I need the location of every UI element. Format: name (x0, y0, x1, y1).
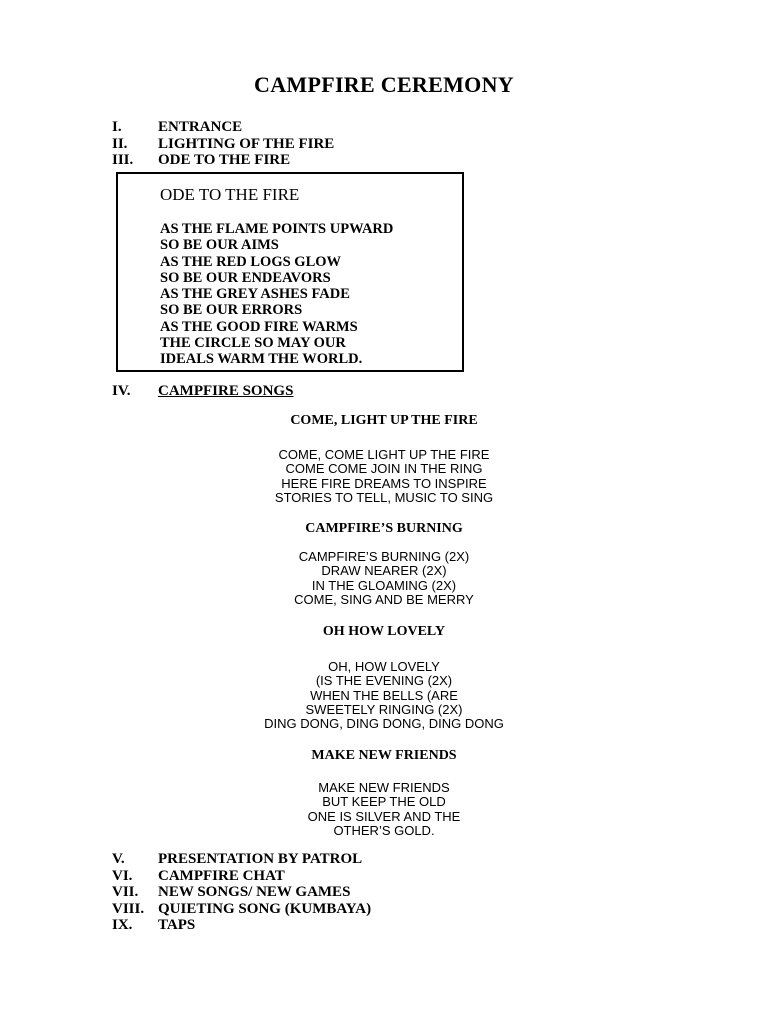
lyric-line: HERE FIRE DREAMS TO INSPIRE (281, 475, 487, 491)
outline-text: NEW SONGS/ NEW GAMES (158, 884, 351, 901)
lyric-line: IN THE GLOAMING (2X) (311, 577, 457, 593)
ode-line: SO BE OUR AIMS (160, 237, 279, 254)
outline-text: CAMPFIRE CHAT (158, 867, 285, 884)
lyric-line: MAKE NEW FRIENDS (318, 780, 450, 795)
outline-item (112, 901, 371, 918)
lyric-line: ONE IS SILVER AND THE (307, 808, 461, 824)
song-title: OH HOW LOVELY (322, 624, 446, 639)
ode-line: SO BE OUR ERRORS (160, 302, 303, 319)
lyric-line: OH, HOW LOVELY (328, 659, 440, 674)
outline-number: VI. (112, 867, 133, 884)
song-lyrics (0, 781, 768, 838)
ode-line: AS THE FLAME POINTS UPWARD (160, 221, 394, 237)
outline-number: V. (112, 851, 125, 867)
ode-lines (160, 221, 393, 368)
outline-item (112, 851, 371, 868)
outline-item (112, 136, 334, 153)
ode-line: AS THE RED LOGS GLOW (160, 253, 342, 270)
outline-item (112, 868, 371, 885)
page-title: CAMPFIRE CEREMONY (254, 72, 514, 97)
outline-number: III. (112, 152, 134, 169)
ode-line: AS THE GREY ASHES FADE (160, 286, 350, 303)
ode-line: AS THE GOOD FIRE WARMS (160, 318, 358, 335)
song-lyrics (0, 660, 768, 731)
outline-text: PRESENTATION BY PATROL (158, 851, 363, 867)
lyric-line: COME COME JOIN IN THE RING (285, 461, 483, 477)
lyric-line: SWEETELY RINGING (2X) (305, 701, 463, 717)
outline-text: ODE TO THE FIRE (158, 152, 291, 169)
outline-number: IX. (112, 917, 133, 934)
lyric-line: STORIES TO TELL, MUSIC TO SING (274, 489, 494, 505)
outline-text: CAMPFIRE SONGS (158, 383, 294, 399)
lyric-line: DING DONG, DING DONG, DING DONG (264, 716, 504, 732)
outline-number: II. (112, 135, 128, 152)
outline-item (112, 152, 334, 169)
outline-item (112, 884, 371, 901)
song-lyrics (0, 550, 768, 607)
ode-line: IDEALS WARM THE WORLD. (160, 351, 363, 368)
outline-text: LIGHTING OF THE FIRE (158, 135, 335, 152)
lyric-line: CAMPFIRE’S BURNING (2X) (298, 549, 470, 564)
ode-box (116, 172, 464, 372)
outline-text: TAPS (158, 917, 196, 934)
outline-number: VII. (112, 884, 139, 901)
outline-bottom (112, 851, 371, 934)
song-title: MAKE NEW FRIENDS (311, 748, 457, 763)
lyric-line: OTHER’S GOLD. (333, 822, 435, 838)
ode-line: SO BE OUR ENDEAVORS (160, 269, 331, 286)
outline-item (112, 917, 371, 934)
outline-text: ENTRANCE (158, 119, 243, 135)
outline-number: I. (112, 119, 122, 135)
song-title: COME, LIGHT UP THE FIRE (290, 413, 478, 428)
lyric-line: DRAW NEARER (2X) (321, 563, 447, 579)
lyric-line: COME, SING AND BE MERRY (294, 591, 474, 607)
lyric-line: COME, COME LIGHT UP THE FIRE (278, 447, 490, 462)
song-title: CAMPFIRE’S BURNING (305, 521, 463, 536)
ode-line: THE CIRCLE SO MAY OUR (160, 335, 346, 352)
lyric-line: BUT KEEP THE OLD (322, 794, 446, 810)
outline-item (112, 119, 334, 136)
outline-top (112, 119, 334, 169)
lyric-line: WHEN THE BELLS (ARE (310, 687, 458, 703)
songs-section-heading (112, 383, 293, 400)
outline-text: QUIETING SONG (KUMBAYA) (158, 900, 372, 917)
song-lyrics (0, 448, 768, 505)
outline-number: IV. (112, 383, 131, 399)
lyric-line: (IS THE EVENING (2X) (315, 673, 453, 689)
outline-number: VIII. (112, 900, 145, 917)
ode-title: ODE TO THE FIRE (160, 185, 300, 204)
